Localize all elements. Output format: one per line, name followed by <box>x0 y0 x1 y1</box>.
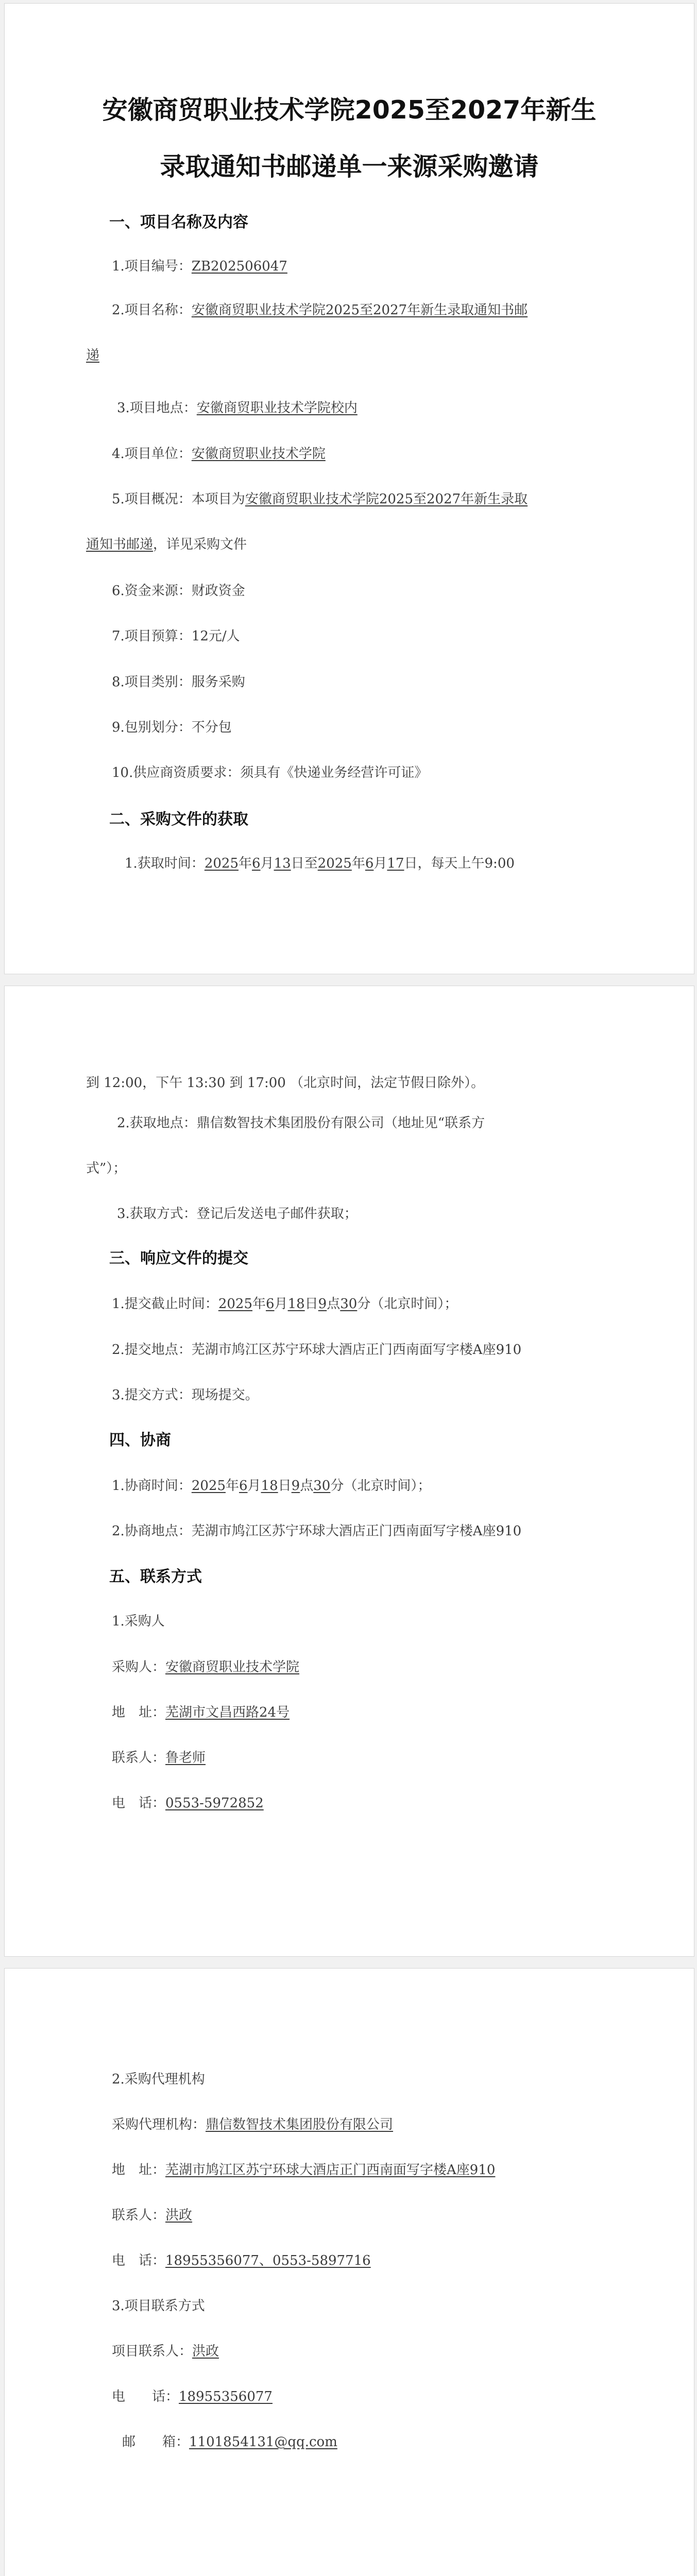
section-heading-negotiation: 四、协商 <box>109 1431 171 1449</box>
deadline-text: 日 <box>304 1296 318 1312</box>
project-unit <box>112 445 326 463</box>
deadline-label: 1.提交截止时间： <box>112 1296 218 1312</box>
funding-source: 6.资金来源：财政资金 <box>112 583 245 599</box>
buyer-phone-value: 0553-5972852 <box>165 1795 264 1811</box>
acq-start-year: 2025 <box>204 856 239 871</box>
document-acquisition-place-continued: 式”）； <box>86 1161 127 1176</box>
deadline-text: 年 <box>252 1296 266 1312</box>
buyer-contact <box>112 1749 206 1767</box>
section-heading-contact: 五、联系方式 <box>109 1568 202 1586</box>
deadline-day: 18 <box>287 1296 305 1312</box>
project-contact-value: 洪政 <box>192 2344 219 2359</box>
negotiation-text: 点 <box>300 1478 314 1494</box>
buyer-label: 采购人： <box>112 1659 166 1675</box>
agency-label: 采购代理机构： <box>112 2117 206 2132</box>
acq-start-day: 13 <box>274 856 291 871</box>
project-name-continued <box>86 347 99 364</box>
negotiation-year: 2025 <box>191 1478 226 1494</box>
project-contact <box>112 2343 219 2360</box>
buyer-phone-label: 电 话： <box>112 1795 166 1811</box>
negotiation-text: 年 <box>225 1478 239 1494</box>
negotiation-place: 2.协商地点：芜湖市鸠江区苏宁环球大酒店正门西南面写字楼A座910 <box>112 1523 522 1539</box>
project-phone <box>112 2388 273 2405</box>
acq-end-day: 17 <box>387 856 404 871</box>
deadline-year: 2025 <box>218 1296 252 1312</box>
project-phone-value: 18955356077 <box>179 2389 273 2404</box>
agency-contact <box>112 2207 192 2224</box>
deadline-text: 点 <box>327 1296 341 1312</box>
document-title-line-2: 录取通知书邮递单一来源采购邀请 <box>160 152 539 181</box>
negotiation-minute: 30 <box>313 1478 331 1494</box>
negotiation-text: 日 <box>278 1478 292 1494</box>
buyer <box>112 1658 299 1676</box>
project-overview-value: 安徽商贸职业技术学院2025至2027年新生录取 <box>245 492 528 507</box>
agency-phone <box>112 2252 371 2269</box>
document-page-3 <box>4 1968 694 2576</box>
negotiation-day: 18 <box>261 1478 278 1494</box>
agency-value: 鼎信数智技术集团股份有限公司 <box>206 2117 394 2132</box>
supplier-qualification: 10.供应商资质要求：须具有《快递业务经营许可证》 <box>112 765 428 781</box>
project-overview-label: 5.项目概况：本项目为 <box>112 492 245 507</box>
negotiation-time <box>112 1477 431 1495</box>
acq-text: 月 <box>260 856 274 871</box>
submission-deadline <box>112 1295 457 1313</box>
deadline-hour: 9 <box>318 1296 327 1312</box>
agency-address-label: 地 址： <box>112 2162 166 2178</box>
project-email-label: 邮 箱： <box>122 2434 190 2450</box>
negotiation-text: 分（北京时间）； <box>330 1478 431 1494</box>
buyer-value: 安徽商贸职业技术学院 <box>165 1659 300 1675</box>
project-location-label: 3.项目地点： <box>117 400 197 416</box>
buyer-address-value: 芜湖市文昌西路24号 <box>165 1705 290 1720</box>
lot-division: 9.包别划分：不分包 <box>112 720 232 735</box>
deadline-text: 月 <box>274 1296 288 1312</box>
agency-phone-value: 18955356077、0553-5897716 <box>165 2253 371 2268</box>
agency-title: 2.采购代理机构 <box>112 2072 205 2087</box>
buyer-title: 1.采购人 <box>112 1614 165 1629</box>
submission-method: 3.提交方式：现场提交。 <box>112 1387 259 1403</box>
buyer-phone <box>112 1794 264 1812</box>
document-acquisition-place: 2.获取地点：鼎信数智技术集团股份有限公司（地址见“联系方 <box>117 1115 485 1131</box>
agency-contact-value: 洪政 <box>165 2208 193 2223</box>
agency-phone-label: 电 话： <box>112 2253 166 2268</box>
acq-text: 月 <box>373 856 387 871</box>
negotiation-month: 6 <box>239 1478 248 1494</box>
acq-start-month: 6 <box>252 856 261 871</box>
deadline-minute: 30 <box>340 1296 358 1312</box>
section-heading-documents: 二、采购文件的获取 <box>109 810 248 828</box>
document-acquisition-time-continued: 到 12:00，下午 13:30 到 17:00 （北京时间，法定节假日除外）。 <box>86 1075 485 1091</box>
document-acquisition-time <box>125 855 515 872</box>
deadline-text: 分（北京时间）； <box>357 1296 458 1312</box>
deadline-month: 6 <box>266 1296 275 1312</box>
document-page-2 <box>4 986 694 1957</box>
acq-text: 年 <box>238 856 252 871</box>
section-heading-submission: 三、响应文件的提交 <box>109 1249 248 1267</box>
project-location-value: 安徽商贸职业技术学院校内 <box>196 400 358 416</box>
project-unit-label: 4.项目单位： <box>112 446 192 462</box>
project-name <box>112 301 528 319</box>
buyer-contact-label: 联系人： <box>112 1750 166 1766</box>
buyer-address-label: 地 址： <box>112 1705 166 1720</box>
project-name-value-cont: 递 <box>86 348 100 363</box>
project-email <box>122 2433 337 2451</box>
project-email-value: 1101854131@qq.com <box>189 2434 337 2450</box>
negotiation-hour: 9 <box>291 1478 300 1494</box>
project-overview-value-cont: 通知书邮递 <box>86 537 154 552</box>
agency <box>112 2116 393 2133</box>
document-acquisition-method: 3.获取方式：登记后发送电子邮件获取； <box>117 1206 358 1222</box>
project-name-value: 安徽商贸职业技术学院2025至2027年新生录取通知书邮 <box>191 302 528 318</box>
section-heading-project: 一、项目名称及内容 <box>109 213 248 231</box>
acq-text: 日，每天上午9:00 <box>404 856 515 871</box>
buyer-contact-value: 鲁老师 <box>165 1750 206 1766</box>
agency-contact-label: 联系人： <box>112 2208 166 2223</box>
project-name-label: 2.项目名称： <box>112 302 192 318</box>
acq-text: 日至 <box>291 856 318 871</box>
buyer-address <box>112 1704 290 1721</box>
agency-address-value: 芜湖市鸠江区苏宁环球大酒店正门西南面写字楼A座910 <box>165 2162 496 2178</box>
acq-text: 年 <box>351 856 365 871</box>
project-budget: 7.项目预算：12元/人 <box>112 629 240 644</box>
project-phone-label: 电 话： <box>112 2389 179 2404</box>
project-number-label: 1.项目编号： <box>112 259 192 274</box>
project-location <box>117 399 358 417</box>
document-title-line-1: 安徽商贸职业技术学院2025至2027年新生 <box>102 95 597 125</box>
project-contact-label: 项目联系人： <box>112 2344 193 2359</box>
agency-address <box>112 2161 495 2179</box>
project-overview-continued <box>86 536 247 553</box>
project-overview <box>112 490 528 508</box>
acq-end-month: 6 <box>365 856 374 871</box>
acq-end-year: 2025 <box>317 856 352 871</box>
submission-place: 2.提交地点：芜湖市鸠江区苏宁环球大酒店正门西南面写字楼A座910 <box>112 1342 522 1358</box>
project-contact-title: 3.项目联系方式 <box>112 2298 205 2314</box>
project-category: 8.项目类别：服务采购 <box>112 674 245 690</box>
negotiation-text: 月 <box>247 1478 261 1494</box>
project-number <box>112 258 287 275</box>
document-page-1 <box>4 3 694 974</box>
negotiation-time-label: 1.协商时间： <box>112 1478 192 1494</box>
project-overview-tail: ，详见采购文件 <box>153 537 247 552</box>
acq-time-label: 1.获取时间： <box>125 856 205 871</box>
project-number-value: ZB202506047 <box>191 259 287 274</box>
project-unit-value: 安徽商贸职业技术学院 <box>191 446 326 462</box>
